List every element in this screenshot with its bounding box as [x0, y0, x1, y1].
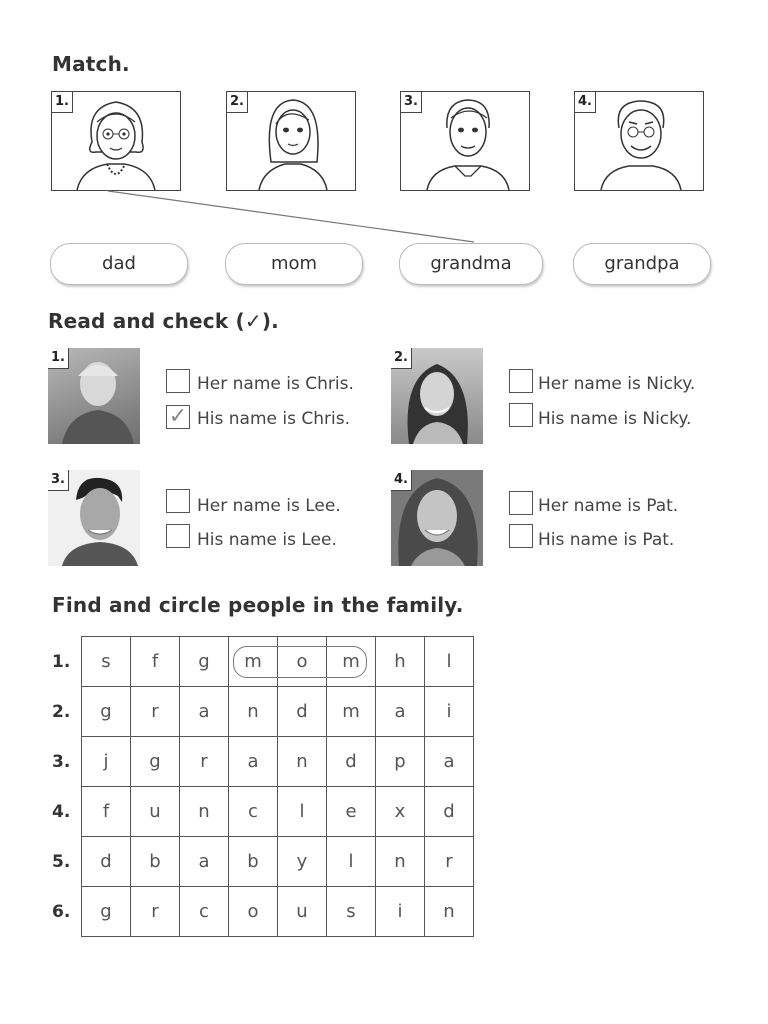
item-number: 3. [48, 470, 69, 491]
grid-cell[interactable]: c [180, 887, 229, 937]
grid-cell[interactable]: d [327, 737, 376, 787]
option-her-chris: Her name is Chris. [197, 374, 354, 394]
check-heading: Read and check (✓). [48, 309, 279, 333]
option-his-nicky: His name is Nicky. [538, 409, 692, 429]
checkbox-his-chris[interactable]: ✓ [166, 405, 190, 429]
row-number: 3. [52, 752, 71, 772]
checkbox-her-nicky[interactable] [509, 369, 533, 393]
row-number: 2. [52, 702, 71, 722]
grid-cell[interactable]: n [229, 687, 278, 737]
grid-cell[interactable]: n [376, 837, 425, 887]
grid-cell[interactable]: n [278, 737, 327, 787]
word-dad[interactable]: dad [50, 243, 188, 285]
grid-cell[interactable]: i [425, 687, 474, 737]
row-number: 4. [52, 802, 71, 822]
photo-nicky [391, 348, 483, 444]
option-his-pat: His name is Pat. [538, 530, 675, 550]
wordsearch-heading: Find and circle people in the family. [52, 593, 464, 617]
grid-cell[interactable]: x [376, 787, 425, 837]
grid-cell[interactable]: a [425, 737, 474, 787]
grid-cell[interactable]: d [278, 687, 327, 737]
row-number: 5. [52, 852, 71, 872]
picture-number: 1. [52, 92, 73, 113]
grid-cell[interactable]: h [376, 637, 425, 687]
grid-cell[interactable]: g [131, 737, 180, 787]
grid-cell[interactable]: y [278, 837, 327, 887]
option-her-nicky: Her name is Nicky. [538, 374, 696, 394]
checkbox-his-nicky[interactable] [509, 403, 533, 427]
row-number: 1. [52, 652, 71, 672]
photo-lee [48, 470, 140, 566]
option-her-pat: Her name is Pat. [538, 496, 679, 516]
grid-cell[interactable]: m [327, 637, 376, 687]
wordsearch-grid [81, 636, 474, 937]
grid-cell[interactable]: r [425, 837, 474, 887]
photo-pat [391, 470, 483, 566]
picture-number: 3. [401, 92, 422, 113]
grid-cell[interactable]: n [425, 887, 474, 937]
photo-chris [48, 348, 140, 444]
grid-row [82, 737, 474, 787]
circled-word-mom [233, 646, 367, 678]
checkbox-her-chris[interactable] [166, 369, 190, 393]
option-her-lee: Her name is Lee. [197, 496, 341, 516]
grid-row [82, 837, 474, 887]
item-number: 2. [391, 348, 412, 369]
grid-cell[interactable]: o [229, 887, 278, 937]
picture-number: 4. [575, 92, 596, 113]
grid-cell[interactable]: f [82, 787, 131, 837]
grid-cell[interactable]: e [327, 787, 376, 837]
grid-cell[interactable]: d [82, 837, 131, 887]
match-heading: Match. [52, 52, 130, 76]
grid-cell[interactable]: g [180, 637, 229, 687]
grid-cell[interactable]: b [229, 837, 278, 887]
grid-cell[interactable]: r [131, 687, 180, 737]
row-number: 6. [52, 902, 71, 922]
grid-cell[interactable]: s [327, 887, 376, 937]
checkbox-his-pat[interactable] [509, 524, 533, 548]
option-his-chris: His name is Chris. [197, 409, 350, 429]
grid-cell[interactable]: g [82, 887, 131, 937]
checkbox-her-lee[interactable] [166, 489, 190, 513]
word-grandma[interactable]: grandma [399, 243, 543, 285]
grid-cell[interactable]: u [278, 887, 327, 937]
grid-cell[interactable]: a [376, 687, 425, 737]
grid-cell[interactable]: l [278, 787, 327, 837]
grid-row [82, 887, 474, 937]
checkbox-his-lee[interactable] [166, 524, 190, 548]
checkbox-her-pat[interactable] [509, 491, 533, 515]
grid-cell[interactable]: f [131, 637, 180, 687]
grid-cell[interactable]: r [180, 737, 229, 787]
grid-row [82, 687, 474, 737]
grid-cell[interactable]: n [180, 787, 229, 837]
grid-cell[interactable]: j [82, 737, 131, 787]
grid-cell[interactable]: r [131, 887, 180, 937]
grid-cell[interactable]: g [82, 687, 131, 737]
option-his-lee: His name is Lee. [197, 530, 337, 550]
grid-row [82, 787, 474, 837]
grid-cell[interactable]: a [180, 837, 229, 887]
grid-cell[interactable]: i [376, 887, 425, 937]
grid-cell[interactable]: u [131, 787, 180, 837]
item-number: 1. [48, 348, 69, 369]
grid-cell[interactable]: l [425, 637, 474, 687]
word-grandpa[interactable]: grandpa [573, 243, 711, 285]
grid-cell[interactable]: m [229, 637, 278, 687]
grid-cell[interactable]: o [278, 637, 327, 687]
grid-cell[interactable]: c [229, 787, 278, 837]
picture-number: 2. [227, 92, 248, 113]
item-number: 4. [391, 470, 412, 491]
grid-cell[interactable]: p [376, 737, 425, 787]
grid-cell[interactable]: a [180, 687, 229, 737]
grid-cell[interactable]: s [82, 637, 131, 687]
grid-cell[interactable]: a [229, 737, 278, 787]
grid-cell[interactable]: m [327, 687, 376, 737]
word-mom[interactable]: mom [225, 243, 363, 285]
grid-cell[interactable]: l [327, 837, 376, 887]
grid-cell[interactable]: d [425, 787, 474, 837]
grid-cell[interactable]: b [131, 837, 180, 887]
